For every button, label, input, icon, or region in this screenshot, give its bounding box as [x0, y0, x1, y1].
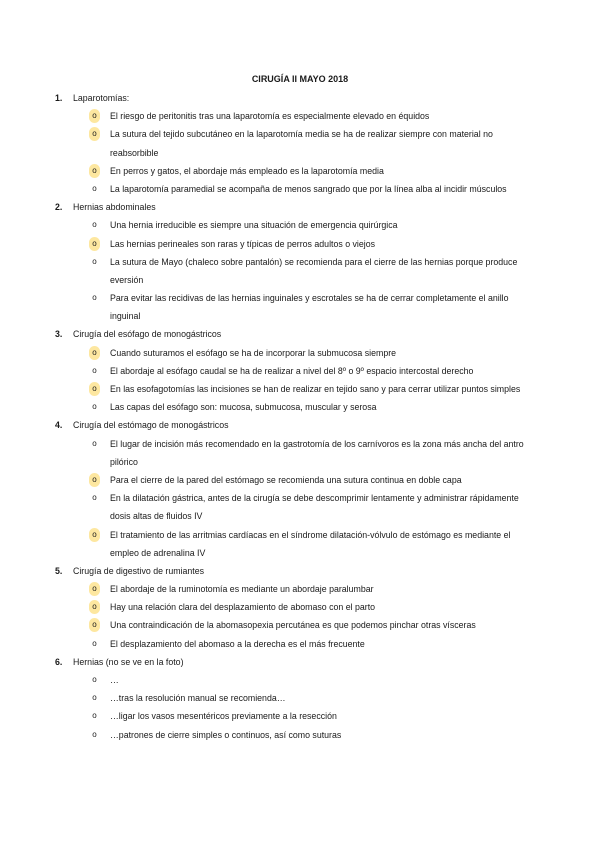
section-label: Cirugía del estómago de monogástricos [73, 420, 229, 431]
list-item-continuation [0, 544, 600, 562]
highlighted-bullet-icon: o [89, 600, 100, 614]
list-item [0, 726, 600, 744]
list-item-text: El riesgo de peritonitis tras una laparotomía es especialmente elevado en équidos [110, 111, 430, 122]
bullet-icon: o [92, 693, 97, 703]
list-item [0, 689, 600, 707]
list-item [0, 435, 600, 453]
list-item-text: Las capas del esófago son: mucosa, submucosa, muscular y serosa [110, 402, 377, 413]
section-heading [0, 562, 600, 580]
list-item-text: En perros y gatos, el abordaje más empleado es la laparotomía media [110, 165, 384, 176]
section-heading [0, 198, 600, 216]
list-item-text: En las esofagotomías las incisiones se han de realizar en tejido sano y para cerrar utilizar puntos simples [110, 384, 521, 394]
list-item-text: En la dilatación gástrica, antes de la cirugía se debe descomprimir lentamente y administrar rápidamente [110, 493, 519, 504]
list-item-text: Una hernia irreducible es siempre una situación de emergencia quirúrgica [110, 220, 398, 231]
list-item [0, 671, 600, 689]
list-item-text: Para evitar las recidivas de las hernias inguinales y escrotales se ha de cerrar completamente el anillo [110, 293, 509, 304]
highlighted-bullet-icon: o [89, 237, 100, 251]
list-item-text: …ligar los vasos mesentéricos previamente a la resección [110, 711, 337, 722]
document-title: CIRUGÍA II MAYO 2018 [251, 74, 349, 84]
section-label: Hernias (no se ve en la foto) [73, 656, 184, 667]
bullet-icon: o [92, 729, 97, 739]
list-item-text: La sutura de Mayo (chaleco sobre pantalón) se recomienda para el cierre de las hernias porque produce [110, 256, 518, 267]
list-item-text: Una contraindicación de la abomasopexia percutánea es que podemos pinchar otras vísceras [110, 620, 476, 631]
list-item-text: Para el cierre de la pared del estómago se recomienda una sutura continua en doble capa [110, 474, 462, 485]
highlighted-bullet-icon: o [89, 109, 100, 123]
bullet-icon: o [92, 675, 97, 684]
bullet-icon: o [92, 638, 97, 648]
list-item-text: El abordaje de la ruminotomía es mediante un abordaje paralumbar [110, 584, 374, 595]
bullet-icon: o [92, 493, 97, 503]
bullet-icon: o [92, 711, 97, 721]
list-item [0, 526, 600, 544]
section-label: Laparotomías: [73, 93, 130, 103]
list-item-text: El lugar de incisión más recomendado en la gastrotomía de los carnívoros es la zona más ancha del antro [110, 438, 524, 449]
section-number: 2. [55, 202, 63, 213]
bullet-icon: o [92, 365, 97, 375]
list-item-continuation [0, 507, 600, 525]
highlighted-bullet-icon: o [89, 127, 100, 141]
highlighted-bullet-icon: o [89, 473, 100, 487]
list-item [0, 489, 600, 507]
list-item-continuation [0, 307, 600, 325]
section-heading [0, 325, 600, 343]
list-item-text: La sutura del tejido subcutáneo en la laparotomía media se ha de realizar siempre con material no [110, 129, 493, 140]
bullet-icon: o [92, 183, 97, 193]
question-list [0, 89, 600, 744]
list-item [0, 107, 600, 125]
list-item [0, 180, 600, 198]
list-item [0, 598, 600, 616]
list-item [0, 471, 600, 489]
list-item [0, 216, 600, 234]
list-item [0, 362, 600, 380]
list-item-continuation [0, 144, 600, 162]
list-item [0, 635, 600, 653]
list-item [0, 580, 600, 598]
section-number: 5. [55, 565, 63, 576]
list-item-text: … [110, 675, 119, 685]
list-item-text: dosis altas de fluidos IV [110, 511, 203, 522]
list-item-text: Las hernias perineales son raras y típicas de perros adultos o viejos [110, 238, 376, 249]
list-item [0, 125, 600, 143]
section-label: Cirugía de digestivo de rumiantes [73, 565, 205, 576]
section-heading [0, 89, 600, 107]
bullet-icon: o [92, 220, 97, 230]
bullet-icon: o [92, 293, 97, 303]
section-number: 4. [55, 420, 63, 431]
list-item-text: inguinal [110, 311, 141, 322]
list-item [0, 380, 600, 398]
list-item-text: …patrones de cierre simples o continuos, así como suturas [110, 729, 342, 740]
list-item [0, 398, 600, 416]
highlighted-bullet-icon: o [89, 582, 100, 596]
bullet-icon: o [92, 256, 97, 266]
bullet-icon: o [92, 402, 97, 412]
highlighted-bullet-icon: o [89, 382, 100, 396]
highlighted-bullet-icon: o [89, 346, 100, 360]
list-item-text: El abordaje al esófago caudal se ha de realizar a nivel del 8º o 9º espacio intercostal derecho [110, 365, 474, 376]
list-item-text: Cuando suturamos el esófago se ha de incorporar la submucosa siempre [110, 347, 397, 358]
section-number: 6. [55, 656, 63, 667]
section-label: Hernias abdominales [73, 202, 156, 213]
list-item-continuation [0, 453, 600, 471]
list-item-text: reabsorbible [110, 147, 159, 158]
list-item-continuation [0, 271, 600, 289]
list-item-text: El desplazamiento del abomaso a la derecha es el más frecuente [110, 638, 365, 649]
list-item [0, 707, 600, 725]
section-heading [0, 416, 600, 434]
list-item [0, 344, 600, 362]
highlighted-bullet-icon: o [89, 618, 100, 632]
list-item [0, 289, 600, 307]
list-item-text: empleo de adrenalina IV [110, 547, 206, 558]
list-item [0, 616, 600, 634]
list-item [0, 235, 600, 253]
list-item-text: La laparotomía paramedial se acompaña de menos sangrado que por la línea alba al incidir músculos [110, 183, 507, 194]
section-label: Cirugía del esófago de monogástricos [73, 329, 222, 340]
highlighted-bullet-icon: o [89, 164, 100, 178]
list-item [0, 162, 600, 180]
list-item-text: …tras la resolución manual se recomienda… [110, 693, 286, 704]
list-item-text: eversión [110, 274, 144, 285]
section-heading [0, 653, 600, 671]
list-item [0, 253, 600, 271]
section-number: 1. [55, 93, 63, 103]
bullet-icon: o [92, 438, 97, 448]
highlighted-bullet-icon: o [89, 528, 100, 542]
list-item-text: Hay una relación clara del desplazamiento de abomaso con el parto [110, 602, 376, 613]
list-item-text: pilórico [110, 456, 138, 467]
list-item-text: El tratamiento de las arritmias cardíacas en el síndrome dilatación-vólvulo de estómago es mediante el [110, 529, 511, 540]
section-number: 3. [55, 329, 63, 340]
